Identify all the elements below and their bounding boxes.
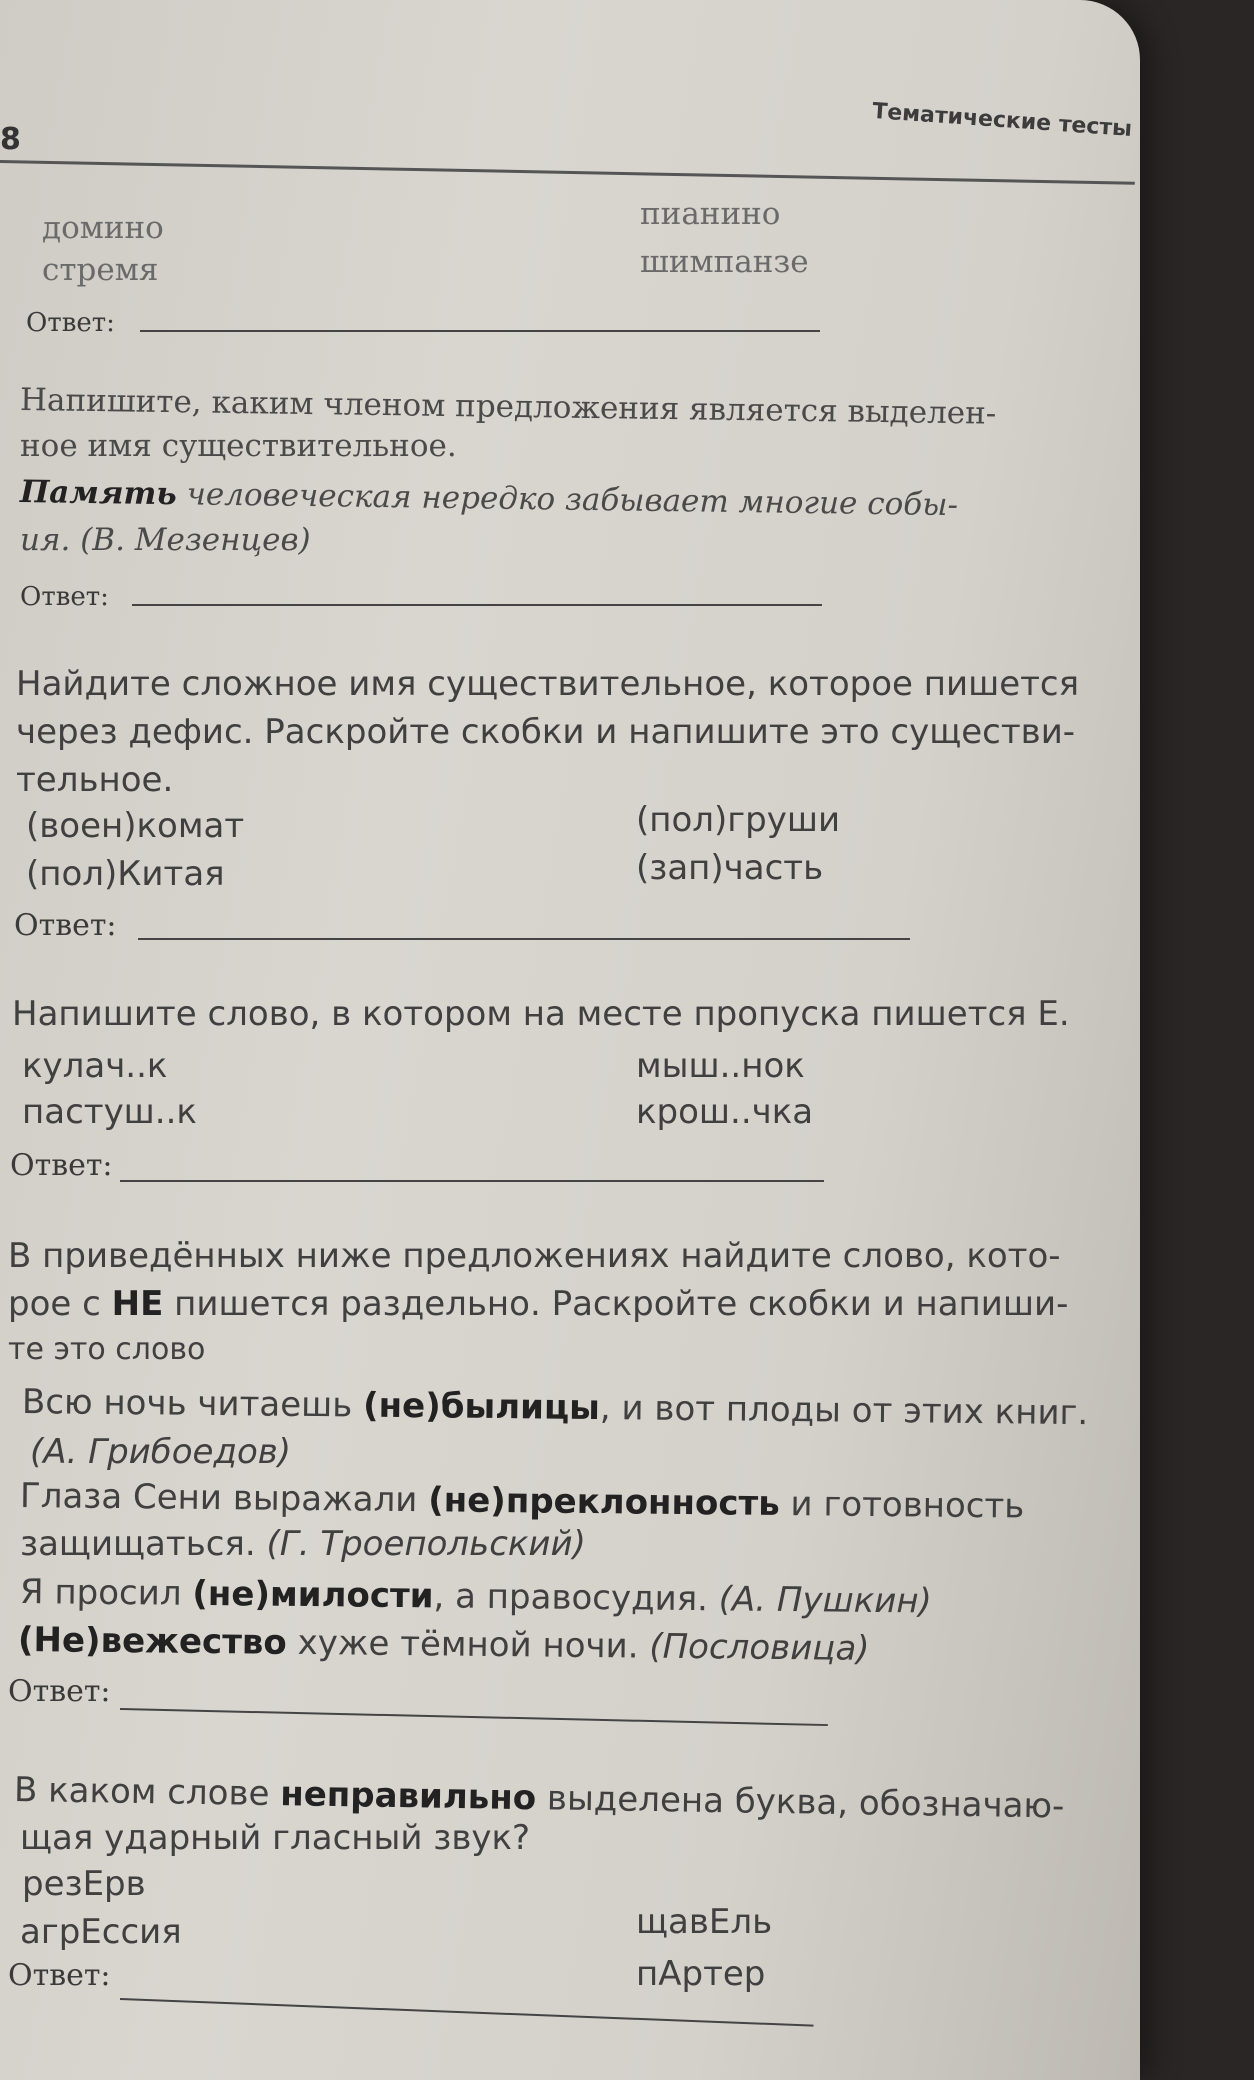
sentence-author: (А. Пушкин) (718, 1579, 933, 1622)
sentence-text: хуже тёмной ночи. (286, 1622, 650, 1667)
task3-question-line1: Найдите сложное имя существительное, которое пишется (16, 664, 1080, 704)
answer-line[interactable] (120, 1998, 814, 2027)
sentence-text: , и вот плоды от этих книг. (599, 1388, 1089, 1434)
answer-label: Ответ: (20, 582, 109, 612)
sentence-text: защищаться. (20, 1524, 267, 1564)
sentence-author: (Г. Троепольский) (266, 1524, 586, 1564)
highlighted-word: (Не)вежество (17, 1620, 287, 1663)
sentence-text: Глаза Сени выражали (19, 1476, 429, 1521)
sentence-text: Я просил (19, 1572, 193, 1614)
header-rule (0, 160, 1135, 185)
highlighted-word: неправильно (279, 1774, 537, 1819)
task2-question-line1: Напишите, каким членом предложения является выделен- (19, 382, 997, 432)
highlighted-word: (не)милости (192, 1573, 434, 1617)
answer-label: Ответ: (10, 1148, 113, 1183)
word-myshonok: мыш..нок (636, 1046, 805, 1086)
task2-question-line2: ное имя существительное. (20, 428, 457, 464)
word-polgrushi: (пол)груши (636, 800, 841, 840)
answer-line[interactable] (120, 1180, 824, 1182)
task2-sentence (20, 474, 958, 523)
ne-particle: НЕ (111, 1284, 164, 1324)
word-zapchast: (зап)часть (636, 848, 824, 888)
sentence-2-cont (20, 1524, 586, 1564)
word-agressiya: агрЕссия (20, 1912, 182, 1952)
task5-question-line2 (8, 1284, 1068, 1324)
sentence-1-author: (А. Грибоедов) (30, 1432, 292, 1472)
page-number: 8 (0, 122, 21, 157)
sentence-text: Всю ночь читаешь (21, 1382, 364, 1426)
word-shimpanze: шимпанзе (640, 244, 809, 280)
word-voenkomat: (воен)комат (26, 806, 245, 846)
sentence-4 (18, 1620, 870, 1669)
answer-line[interactable] (120, 1708, 828, 1726)
word-shchavel: щавЕль (636, 1902, 773, 1942)
sentence-1 (22, 1382, 1089, 1433)
task4-question: Напишите слово, в котором на месте пропуска пишется Е. (12, 994, 1070, 1034)
word-stremya: стремя (42, 252, 159, 288)
word-polkitaya: (пол)Китая (26, 854, 225, 894)
answer-line[interactable] (140, 330, 820, 332)
sentence-text: и готовность (779, 1483, 1025, 1527)
sentence-rest: человеческая нередко забывает многие собы- (176, 476, 959, 524)
sentence-2 (20, 1476, 1025, 1527)
word-kroshechka: крош..чка (636, 1092, 814, 1132)
word-domino: домино (42, 210, 164, 246)
sentence-author: (Пословица) (649, 1626, 870, 1669)
question-part: выделена буква, обозначаю- (535, 1778, 1065, 1827)
task6-question-line2: щая ударный гласный звук? (20, 1818, 531, 1858)
answer-label: Ответ: (8, 1674, 111, 1709)
task5-question-line1: В приведённых ниже предложениях найдите слово, кото- (8, 1236, 1061, 1276)
answer-line[interactable] (138, 938, 910, 940)
word-rezerv: резЕрв (22, 1864, 146, 1904)
word-kulachok: кулач..к (22, 1046, 168, 1086)
task5-question-line3: те это слово (8, 1332, 206, 1367)
highlighted-noun: Память (19, 474, 178, 513)
sentence-text: , а правосудия. (433, 1576, 719, 1620)
section-title: Тематические тесты (871, 98, 1133, 143)
word-parter: пАртер (636, 1954, 766, 1994)
question-part: рое с (8, 1284, 112, 1324)
highlighted-word: (не)преклонность (427, 1480, 780, 1524)
answer-label: Ответ: (8, 1958, 111, 1993)
answer-line[interactable] (132, 604, 822, 606)
sentence-3 (20, 1572, 932, 1622)
word-pianino: пианино (640, 196, 781, 232)
question-part: пишется раздельно. Раскройте скобки и напиши- (163, 1284, 1069, 1324)
answer-label: Ответ: (14, 908, 117, 943)
task3-question-line3: тельное. (16, 760, 174, 800)
task3-question-line2: через дефис. Раскройте скобки и напишите это существи- (16, 712, 1076, 752)
question-part: В каком слове (13, 1770, 281, 1815)
task2-sentence-line2: ия. (В. Мезенцев) (20, 522, 311, 558)
highlighted-word: (не)былицы (362, 1385, 601, 1429)
word-pastushok: пастуш..к (22, 1092, 197, 1132)
answer-label: Ответ: (26, 308, 115, 338)
